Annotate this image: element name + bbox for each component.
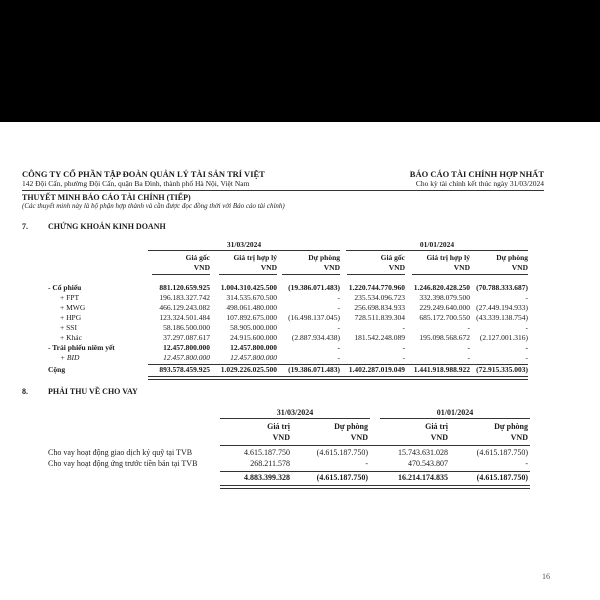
s7-total-cell: (19.386.071.483) <box>288 365 340 374</box>
s7-cell: 37.297.087.617 <box>163 333 210 342</box>
notes-title: THUYẾT MINH BÁO CÁO TÀI CHÍNH (TIẾP) <box>22 193 191 202</box>
page-number: 16 <box>542 572 550 581</box>
header-rule <box>22 190 544 191</box>
s7-cell: (19.386.071.483) <box>288 283 340 292</box>
s7-cell: - <box>467 343 470 352</box>
s7-cell: - <box>337 303 340 312</box>
section8-period1: 31/03/2024 <box>276 408 314 417</box>
s7-cell: 12.457.800.000 <box>230 343 277 352</box>
s7-col-rule <box>470 274 528 275</box>
s8-total-double-rule <box>220 485 530 489</box>
s8-cell: 268.211.578 <box>250 459 290 468</box>
s7-cell: 12.457.800.000 <box>163 353 210 362</box>
s7-cell: 107.892.675.000 <box>226 313 277 322</box>
s7-col-header: Dự phòng <box>496 253 528 262</box>
s7-col-unit: VND <box>511 263 528 272</box>
s8-total-cell: 16.214.174.835 <box>398 473 448 482</box>
s7-col-unit: VND <box>388 263 405 272</box>
s7-cell: - <box>525 323 528 332</box>
s7-cell: - <box>337 353 340 362</box>
s7-cell: - <box>402 353 405 362</box>
period2-rule <box>346 250 528 251</box>
s8-col-unit: VND <box>510 433 528 442</box>
s7-cell: 498.061.480.000 <box>226 303 277 312</box>
s7-row-label: - Trái phiếu niêm yết <box>48 343 115 352</box>
s7-col-unit: VND <box>260 263 277 272</box>
s8-total-cell: (4.615.187.750) <box>476 473 528 482</box>
s7-col-rule <box>219 274 277 275</box>
s7-col-unit: VND <box>193 263 210 272</box>
s7-cell: - <box>525 343 528 352</box>
s8-cell: (4.615.187.750) <box>476 448 528 457</box>
s7-col-rule <box>282 274 340 275</box>
s7-row-label: + MWG <box>60 303 86 312</box>
s8-col-header: Giá trị <box>267 422 290 431</box>
s7-row-label: + HPG <box>60 313 82 322</box>
s8-total-rule <box>220 471 530 472</box>
s8-period1-rule <box>220 418 370 419</box>
s7-cell: 195.098.568.672 <box>419 333 470 342</box>
s7-cell: 332.398.079.500 <box>419 293 470 302</box>
s8-row-label: Cho vay hoạt động giao dịch ký quỹ tại TVB <box>48 448 193 457</box>
s7-col-header: Giá gốc <box>380 253 405 262</box>
s8-col-unit: VND <box>272 433 290 442</box>
s7-col-unit: VND <box>323 263 340 272</box>
s7-cell: 58.905.000.000 <box>230 323 277 332</box>
s7-cell: 314.535.670.500 <box>226 293 277 302</box>
s8-col-header: Dự phòng <box>494 422 528 431</box>
s7-col-header: Giá trị hợp lý <box>426 253 470 262</box>
report-title: BÁO CÁO TÀI CHÍNH HỢP NHẤT <box>409 169 544 179</box>
s7-cell: 196.183.327.742 <box>159 293 210 302</box>
s7-cell: 123.324.501.484 <box>159 313 210 322</box>
s7-cell: (43.339.138.754) <box>476 313 528 322</box>
s8-header-rule <box>220 445 530 446</box>
s7-total-cell: (72.915.335.003) <box>476 365 528 374</box>
s7-row-label: + FPT <box>60 293 80 302</box>
s7-cell: 58.186.500.000 <box>163 323 210 332</box>
s7-col-header: Giá gốc <box>185 253 210 262</box>
s8-col-unit: VND <box>350 433 368 442</box>
s7-row-label: + BID <box>60 353 80 362</box>
section7-period1: 31/03/2024 <box>226 240 262 249</box>
s7-cell: - <box>467 323 470 332</box>
s8-cell: - <box>365 459 368 468</box>
s7-row-label: + SSI <box>60 323 77 332</box>
notes-subtitle: (Các thuyết minh này là bộ phận hợp thành và cần được đọc đồng thời với Báo cáo tài chính) <box>22 202 285 210</box>
company-address: 142 Đội Cấn, phường Đội Cấn, quận Ba Đình, thành phố Hà Nội, Việt Nam <box>22 179 250 188</box>
s7-row-label: + Khác <box>60 333 82 342</box>
s7-cell: 12.457.800.000 <box>230 353 277 362</box>
s8-cell: 4.615.187.750 <box>244 448 290 457</box>
s7-row-label: - Cổ phiếu <box>48 283 82 292</box>
s7-col-rule <box>412 274 470 275</box>
s8-col-header: Giá trị <box>425 422 448 431</box>
s7-cell: - <box>337 343 340 352</box>
s7-total-cell: 1.402.287.019.049 <box>348 365 405 374</box>
s7-cell: 256.698.834.933 <box>354 303 405 312</box>
s7-cell: (70.788.333.687) <box>476 283 528 292</box>
s7-cell: 229.249.640.000 <box>419 303 470 312</box>
s8-total-cell: 4.883.399.328 <box>244 473 290 482</box>
s7-cell: - <box>337 293 340 302</box>
s7-cell: 12.457.800.000 <box>163 343 210 352</box>
section7-number: 7. <box>22 222 28 231</box>
s7-cell: - <box>467 353 470 362</box>
s7-cell: - <box>337 323 340 332</box>
black-top-band <box>0 0 600 122</box>
s7-cell: 235.534.096.723 <box>354 293 405 302</box>
s7-total-cell: 1.441.918.988.922 <box>413 365 470 374</box>
s7-cell: 181.542.248.089 <box>354 333 405 342</box>
s7-col-rule <box>152 274 210 275</box>
s8-cell: (4.615.187.750) <box>316 448 368 457</box>
s7-cell: - <box>402 343 405 352</box>
s8-col-unit: VND <box>430 433 448 442</box>
section7-period2: 01/01/2024 <box>419 240 455 249</box>
s7-cell: (2.887.934.438) <box>291 333 340 342</box>
s7-cell: 24.915.600.000 <box>230 333 277 342</box>
s8-total-cell: (4.615.187.750) <box>316 473 368 482</box>
s7-total-cell: 1.029.226.025.500 <box>220 365 277 374</box>
s8-col-header: Dự phòng <box>334 422 368 431</box>
s7-cell: 1.220.744.770.960 <box>348 283 405 292</box>
s7-col-rule <box>347 274 405 275</box>
s8-period2-rule <box>380 418 530 419</box>
s7-cell: 685.172.700.550 <box>419 313 470 322</box>
s7-cell: 1.246.820.428.250 <box>413 283 470 292</box>
s7-cell: 881.120.659.925 <box>159 283 210 292</box>
s7-total-double-rule <box>148 376 528 380</box>
s7-total-cell: 893.578.459.925 <box>159 365 210 374</box>
s8-cell: 470.543.807 <box>408 459 448 468</box>
section8-period2: 01/01/2024 <box>436 408 474 417</box>
s7-cell: (27.449.194.933) <box>476 303 528 312</box>
s8-row-label: Cho vay hoạt động ứng trước tiền bán tại TVB <box>48 459 198 468</box>
s8-cell: 15.743.631.028 <box>398 448 448 457</box>
s7-cell: - <box>525 293 528 302</box>
report-period: Cho kỳ tài chính kết thúc ngày 31/03/2024 <box>415 179 544 188</box>
company-name: CÔNG TY CỔ PHẦN TẬP ĐOÀN QUẢN LÝ TÀI SẢN TRÍ VIỆT <box>22 169 265 179</box>
period1-rule <box>148 250 340 251</box>
s7-col-unit: VND <box>453 263 470 272</box>
s7-total-label: Cộng <box>48 365 66 374</box>
s7-col-header: Giá trị hợp lý <box>233 253 277 262</box>
s7-cell: - <box>402 323 405 332</box>
section8-number: 8. <box>22 387 28 396</box>
s7-cell: 1.004.310.425.500 <box>220 283 277 292</box>
s7-col-header: Dự phòng <box>308 253 340 262</box>
s8-cell: - <box>525 459 528 468</box>
section8-title: PHẢI THU VỀ CHO VAY <box>48 387 138 396</box>
section7-title: CHỨNG KHOÁN KINH DOANH <box>48 222 166 231</box>
s7-cell: (16.498.137.045) <box>288 313 340 322</box>
s7-cell: (2.127.001.316) <box>479 333 528 342</box>
s7-cell: - <box>525 353 528 362</box>
s7-cell: 466.129.243.082 <box>159 303 210 312</box>
s7-cell: 728.511.839.304 <box>354 313 405 322</box>
